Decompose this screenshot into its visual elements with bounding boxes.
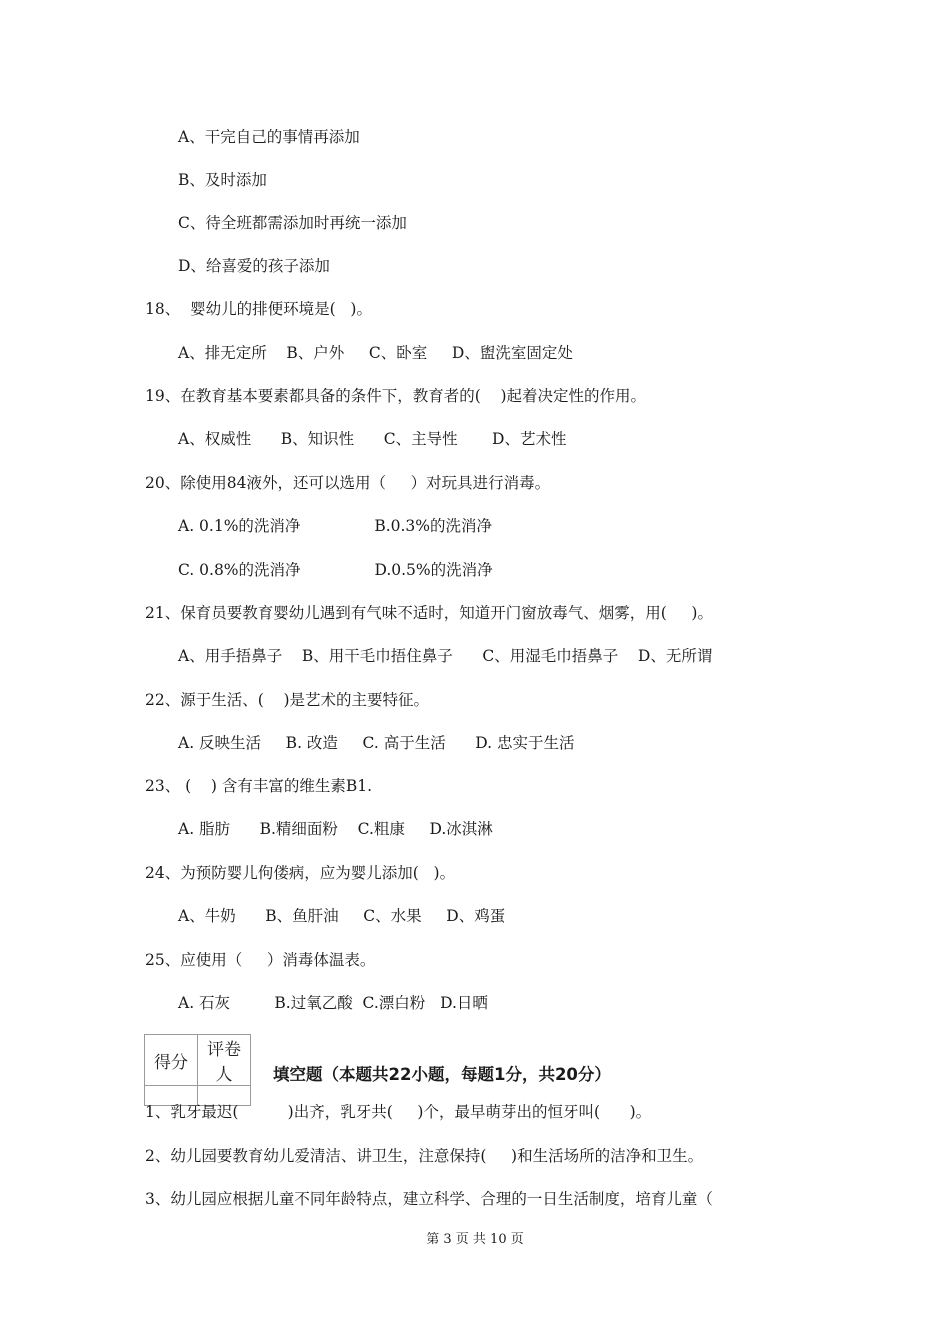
- fill-question-2: 2、幼儿园要教育幼儿爱清洁、讲卫生，注意保持( )和生活场所的洁净和卫生。: [145, 1147, 704, 1165]
- section-title: 填空题（本题共22小题，每题1分，共20分）: [273, 1065, 611, 1084]
- options-19: A、权威性 B、知识性 C、主导性 D、艺术性: [178, 430, 567, 448]
- options-20-cd: C. 0.8%的洗消净 D.0.5%的洗消净: [178, 561, 493, 579]
- options-21: A、用手捂鼻子 B、用干毛巾捂住鼻子 C、用湿毛巾捂鼻子 D、无所谓: [178, 647, 713, 665]
- question-19: 19、在教育基本要素都具备的条件下，教育者的( )起着决定性的作用。: [145, 387, 647, 405]
- question-20: 20、除使用84液外，还可以选用（ ）对玩具进行消毒。: [145, 474, 551, 492]
- score-label: 得分: [145, 1035, 198, 1086]
- option-17c: C、待全班都需添加时再统一添加: [178, 214, 407, 232]
- question-23: 23、 ( ) 含有丰富的维生素B1.: [145, 777, 373, 795]
- fill-question-1: 1、乳牙最迟( )出齐，乳牙共( )个，最早萌芽出的恒牙叫( )。: [145, 1103, 652, 1121]
- score-box: [144, 1034, 251, 1106]
- fill-question-3: 3、幼儿园应根据儿童不同年龄特点，建立科学、合理的一日生活制度，培育儿童（: [145, 1190, 713, 1208]
- question-24: 24、为预防婴儿佝偻病，应为婴儿添加( )。: [145, 864, 456, 882]
- option-17b: B、及时添加: [178, 171, 267, 189]
- question-21: 21、保育员要教育婴幼儿遇到有气味不适时，知道开门窗放毒气、烟雾，用( )。: [145, 604, 713, 622]
- options-18: A、排无定所 B、户外 C、卧室 D、盥洗室固定处: [178, 344, 573, 362]
- grader-label: 评卷人: [198, 1035, 251, 1086]
- question-18: 18、 婴幼儿的排便环境是( )。: [145, 300, 372, 318]
- question-22: 22、源于生活、( )是艺术的主要特征。: [145, 691, 430, 709]
- options-25: A. 石灰 B.过氧乙酸 C.漂白粉 D.日晒: [178, 994, 488, 1012]
- options-24: A、牛奶 B、鱼肝油 C、水果 D、鸡蛋: [178, 907, 506, 925]
- page-footer: 第 3 页 共 10 页: [426, 1232, 524, 1247]
- options-22: A. 反映生活 B. 改造 C. 高于生活 D. 忠实于生活: [178, 734, 575, 752]
- options-23: A. 脂肪 B.精细面粉 C.粗康 D.冰淇淋: [178, 820, 493, 838]
- question-25: 25、应使用（ ）消毒体温表。: [145, 951, 376, 969]
- option-17a: A、干完自己的事情再添加: [178, 128, 360, 146]
- option-17d: D、给喜爱的孩子添加: [178, 257, 330, 275]
- options-20-ab: A. 0.1%的洗消净 B.0.3%的洗消净: [178, 517, 493, 535]
